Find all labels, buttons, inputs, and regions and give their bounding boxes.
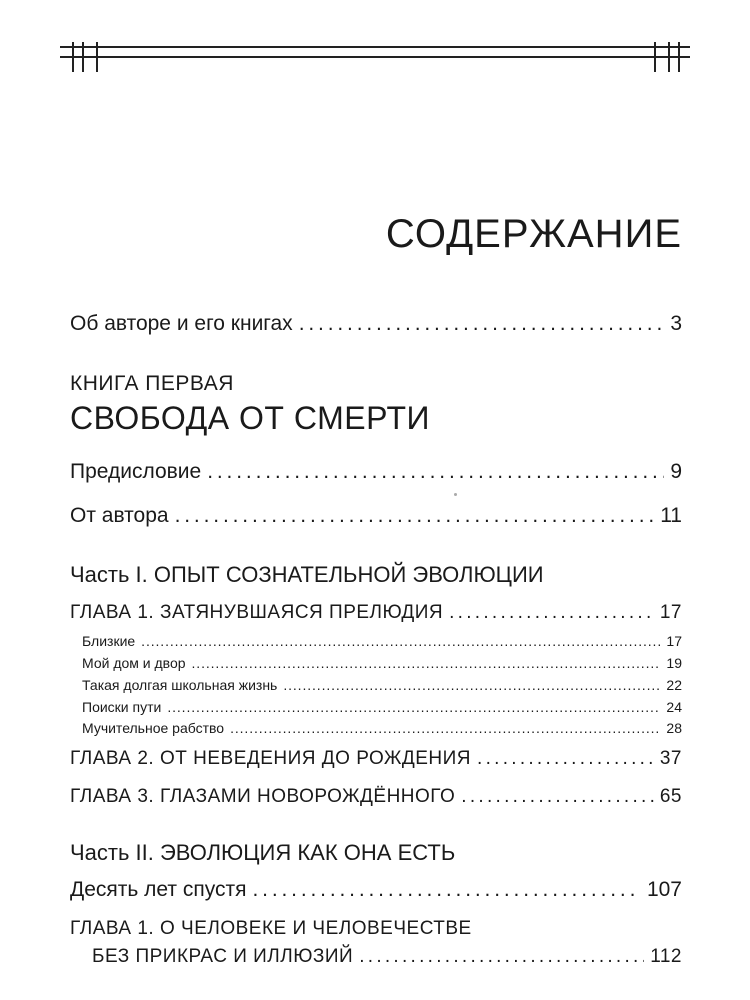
- part2-title: Часть II. ЭВОЛЮЦИЯ КАК ОНА ЕСТЬ: [70, 840, 456, 865]
- toc-entry-label: Такая долгая школьная жизнь: [82, 677, 278, 693]
- book-label: КНИГА ПЕРВАЯ: [70, 372, 234, 395]
- toc-page-number: 3: [670, 312, 682, 335]
- book-title: СВОБОДА ОТ СМЕРТИ: [70, 400, 431, 436]
- toc-entry-label: ГЛАВА 3. ГЛАЗАМИ НОВОРОЖДЁННОГО: [70, 786, 456, 807]
- toc-page-number: 19: [666, 655, 682, 671]
- dot-leader: [175, 504, 655, 528]
- toc-page-number: 107: [646, 878, 682, 901]
- toc-entry-label: БЕЗ ПРИКРАС И ИЛЛЮЗИЙ: [92, 946, 354, 967]
- toc-entry-label: Близкие: [82, 633, 136, 649]
- dot-leader: [141, 633, 660, 649]
- toc-entry-label: ГЛАВА 1. ЗАТЯНУВШАЯСЯ ПРЕЛЮДИЯ: [70, 602, 444, 623]
- dot-leader: [359, 946, 644, 968]
- toc-entry-label: ГЛАВА 1. О ЧЕЛОВЕКЕ И ЧЕЛОВЕЧЕСТВЕ: [70, 918, 472, 939]
- toc-entry-ten-years[interactable]: [70, 878, 682, 902]
- dot-leader: [167, 699, 660, 715]
- toc-entry-section[interactable]: [82, 677, 682, 693]
- dot-leader: [283, 677, 660, 693]
- toc-entry-about[interactable]: [70, 312, 682, 336]
- toc-entry-part1-chapter1[interactable]: [70, 602, 682, 624]
- dot-leader: [207, 460, 664, 484]
- dot-leader: [299, 312, 665, 336]
- toc-entry-label: От автора: [70, 504, 169, 527]
- toc-entry-section[interactable]: [82, 720, 682, 736]
- toc-entry-label: Предисловие: [70, 460, 202, 483]
- dot-leader: [461, 786, 654, 808]
- toc-entry-label: Мучительное рабство: [82, 720, 225, 736]
- toc-entry-label: Поиски пути: [82, 699, 162, 715]
- dot-leader: [477, 748, 654, 770]
- toc-entry-section[interactable]: [82, 699, 682, 715]
- toc-entry-label: Об авторе и его книгах: [70, 312, 293, 335]
- toc-entry-section[interactable]: [82, 655, 682, 671]
- toc-page-number: 22: [666, 677, 682, 693]
- header-ornament: [60, 38, 690, 78]
- toc-entry-label: ГЛАВА 2. ОТ НЕВЕДЕНИЯ ДО РОЖДЕНИЯ: [70, 748, 472, 769]
- toc-page-number: 17: [659, 602, 682, 623]
- toc-page-number: 37: [659, 748, 682, 769]
- dot-leader: [252, 878, 640, 902]
- page-title: СОДЕРЖАНИЕ: [385, 212, 682, 256]
- dot-leader: [192, 655, 661, 671]
- dot-leader: [449, 602, 654, 624]
- toc-entry-label: Десять лет спустя: [70, 878, 247, 901]
- paper-speck: [454, 493, 457, 496]
- toc-entry-label: Мой дом и двор: [82, 655, 186, 671]
- dot-leader: [230, 720, 660, 736]
- toc-page-number: 28: [666, 720, 682, 736]
- toc-page-number: 9: [670, 460, 682, 483]
- toc-page-number: 65: [659, 786, 682, 807]
- toc-entry-from-author[interactable]: [70, 504, 682, 528]
- toc-entry-part1-chapter3[interactable]: [70, 786, 682, 808]
- toc-entry-preface[interactable]: [70, 460, 682, 484]
- toc-entry-part2-chapter1-line2[interactable]: [92, 946, 682, 968]
- toc-page-number: 11: [660, 504, 682, 527]
- toc-page-number: 17: [666, 633, 682, 649]
- toc-entry-part2-chapter1-line1[interactable]: [70, 918, 682, 940]
- toc-page-number: 24: [666, 699, 682, 715]
- toc-page-number: 112: [650, 946, 682, 967]
- toc-entry-section[interactable]: [82, 633, 682, 649]
- part1-title: Часть I. ОПЫТ СОЗНАТЕЛЬНОЙ ЭВОЛЮЦИИ: [70, 562, 544, 587]
- toc-entry-part1-chapter2[interactable]: [70, 748, 682, 770]
